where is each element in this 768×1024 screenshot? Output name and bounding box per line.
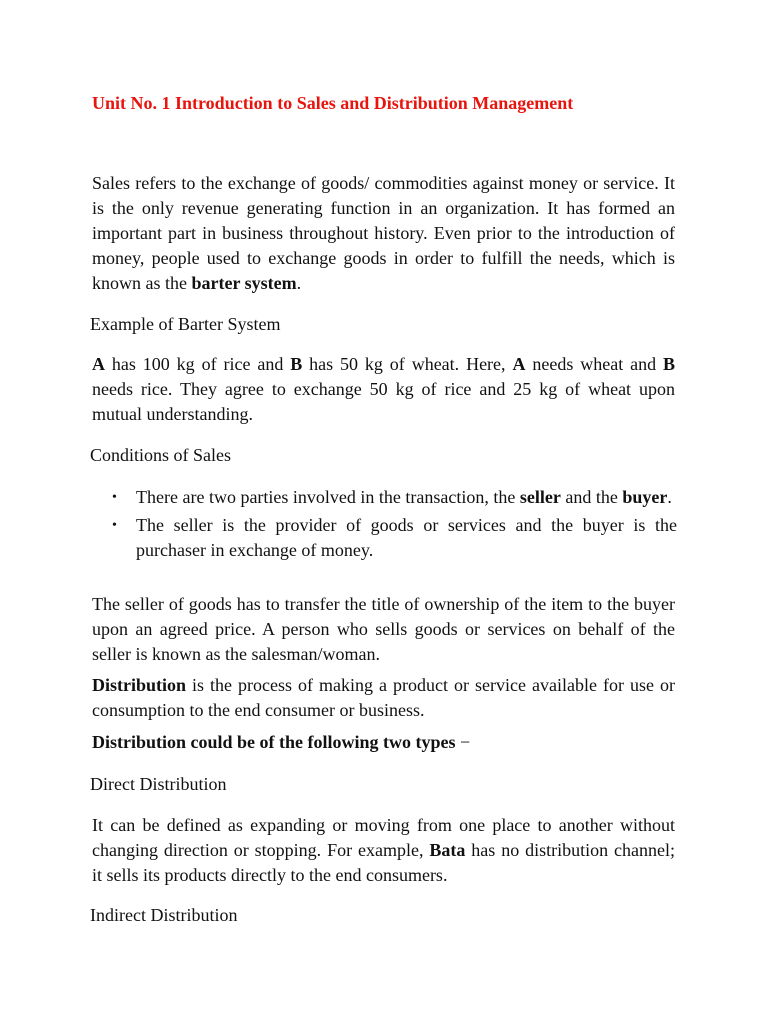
bullet-text: and the [560, 487, 623, 507]
direct-distribution-heading: Direct Distribution [90, 774, 227, 794]
distribution-types-heading [92, 730, 470, 755]
bullet-text: There are two parties involved in the transaction, the [136, 487, 520, 507]
intro-paragraph [92, 171, 675, 296]
intro-text-end: . [296, 273, 302, 293]
seller-term: seller [519, 487, 561, 507]
conditions-list [92, 485, 677, 563]
party-b: B [662, 354, 675, 374]
distribution-paragraph [92, 673, 675, 723]
barter-example-paragraph [92, 352, 675, 427]
bullet-icon: • [112, 518, 117, 533]
barter-text: needs wheat and [525, 354, 663, 374]
bullet-icon: • [112, 490, 117, 505]
intro-text: Sales refers to the exchange of goods/ commodities against money or service. It is the only revenue generating function in an organization. It has formed an important part in business throughout history. Even prior to the introduction of money, people used to exchange goods in order to fulfill the needs, which is known as the [92, 173, 675, 293]
barter-text: needs rice. They agree to exchange 50 kg of rice and 25 kg of wheat upon mutual understanding. [92, 379, 675, 424]
intro-bold-term: barter system [191, 273, 297, 293]
party-b: B [290, 354, 303, 374]
indirect-distribution-heading: Indirect Distribution [90, 905, 238, 925]
distribution-term: Distribution [92, 675, 187, 695]
bullet-text: The seller is the provider of goods or services and the buyer is the purchaser in exchange of money. [136, 515, 677, 560]
bullet-text: . [667, 487, 672, 507]
bata-term: Bata [429, 840, 466, 860]
buyer-term: buyer [622, 487, 668, 507]
barter-text: has 50 kg of wheat. Here, [302, 354, 513, 374]
party-a: A [92, 354, 105, 374]
barter-heading: Example of Barter System [90, 314, 281, 334]
list-item [92, 513, 677, 563]
conditions-heading: Conditions of Sales [90, 445, 232, 465]
direct-text: It can be defined as expanding or moving from one place to another without changing direction or stopping. For example, [92, 815, 675, 860]
types-dash: − [455, 732, 471, 752]
types-bold-text: Distribution could be of the following two types [92, 732, 456, 752]
list-item [92, 485, 677, 510]
barter-text: has 100 kg of rice and [105, 354, 291, 374]
direct-distribution-paragraph [92, 813, 675, 888]
direct-text: has no distribution channel; it sells its products directly to the end consumers. [92, 840, 675, 885]
ownership-paragraph: The seller of goods has to transfer the title of ownership of the item to the buyer upon an agreed price. A person who sells goods or services on behalf of the seller is known as the salesman/woman. [92, 594, 675, 664]
distribution-text: is the process of making a product or service available for use or consumption to the end consumer or business. [92, 675, 675, 720]
party-a: A [512, 354, 526, 374]
document-title: Unit No. 1 Introduction to Sales and Distribution Management [92, 93, 574, 113]
